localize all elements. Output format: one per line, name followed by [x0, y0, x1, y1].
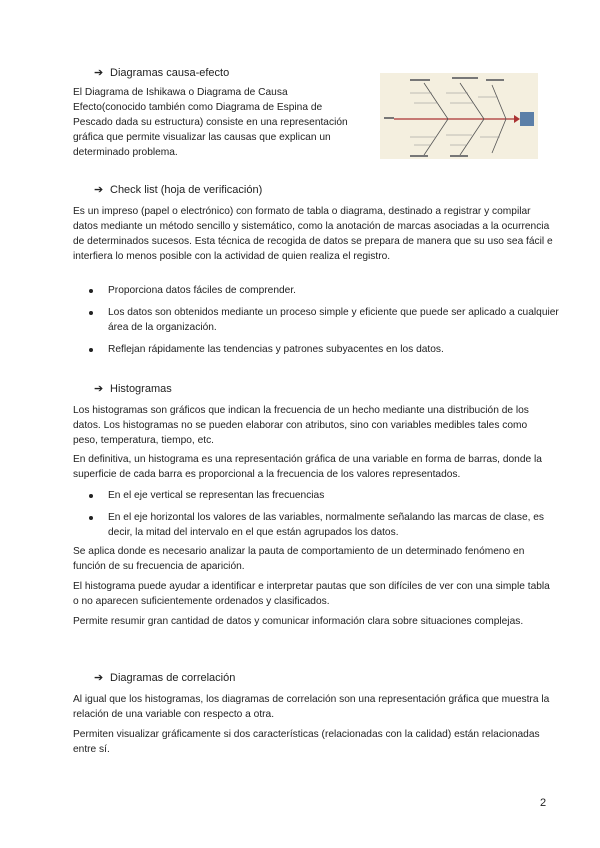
arrow-bullet-icon: ➔ [94, 383, 104, 395]
arrow-bullet-icon: ➔ [94, 67, 104, 79]
bullet-dot-icon [89, 311, 93, 315]
heading-check-list [94, 183, 262, 196]
histogramas-paragraph-3: Se aplica donde es necesario analizar la pauta de comportamiento de un determinado fenómeno en función de su frecuencia de aparición. [73, 546, 525, 572]
list-item: Reflejan rápidamente las tendencias y patrones subyacentes en los datos. [89, 342, 559, 357]
heading-diagramas-causa-efecto [94, 66, 229, 79]
checklist-paragraph: Es un impreso (papel o electrónico) con formato de tabla o diagrama, destinado a registrar y compilar datos mediante un método sencillo y sistemático, como la anotación de marcas asociadas a la ocurrencia de determinados sucesos. Esta técnica de recogida de datos se prepara de manera que su uso sea fácil e interfiera lo menos posible con la actividad de quien realiza el registro. [73, 206, 553, 262]
histogramas-paragraph-5: Permite resumir gran cantidad de datos y comunicar información clara sobre situaciones complejas. [73, 616, 524, 627]
bullet-dot-icon [89, 289, 93, 293]
histogramas-paragraph-4: El histograma puede ayudar a identificar e interpretar pautas que son difíciles de ver con una simple tabla o no aparecen suficientemente ordenados y clasificados. [73, 581, 550, 607]
arrow-bullet-icon: ➔ [94, 672, 104, 684]
list-item: En el eje horizontal los valores de las variables, normalmente señalando las marcas de clase, es decir, la mitad del intervalo en el que están agrupados los datos. [89, 510, 559, 540]
bullet-dot-icon [89, 494, 93, 498]
ishikawa-paragraph: El Diagrama de Ishikawa o Diagrama de Causa Efecto(conocido también como Diagrama de Espina de Pescado dada su estructura) consiste en una representación gráfica que permite visualizar las causas que explican un determinado problema. [73, 87, 348, 158]
heading-text: Diagramas de correlación [110, 671, 236, 684]
page-number: 2 [540, 797, 547, 809]
heading-histogramas [94, 382, 172, 395]
list-item: En el eje vertical se representan las frecuencias [89, 488, 559, 503]
bullet-dot-icon [89, 348, 93, 352]
correlacion-paragraph-2: Permiten visualizar gráficamente si dos características (relacionadas con la calidad) están relacionadas entre sí. [73, 729, 540, 755]
arrow-bullet-icon: ➔ [94, 184, 104, 196]
bullet-dot-icon [89, 516, 93, 520]
heading-text: Check list (hoja de verificación) [110, 183, 263, 196]
list-item: Proporciona datos fáciles de comprender. [89, 283, 559, 298]
list-item: Los datos son obtenidos mediante un proceso simple y eficiente que puede ser aplicado a cualquier área de la organización. [89, 305, 559, 335]
correlacion-paragraph-1: Al igual que los histogramas, los diagramas de correlación son una representación gráfica que muestra la relación de una variable con respecto a otra. [73, 694, 550, 720]
heading-text: Histogramas [110, 382, 172, 395]
fishbone-diagram-image [380, 73, 538, 159]
histogramas-bullet-list [89, 488, 559, 547]
heading-diagramas-de-correlacion [94, 671, 235, 684]
histogramas-paragraph-1: Los histogramas son gráficos que indican la frecuencia de un hecho mediante una distribución de los datos. Los histogramas no se pueden elaborar con atributos, sino con variables medibles tales como peso, temperatura, tiempo, etc. [73, 405, 529, 446]
checklist-bullet-list [89, 283, 559, 364]
heading-text: Diagramas causa-efecto [110, 66, 230, 79]
histogramas-paragraph-2: En definitiva, un histograma es una representación gráfica de una variable en forma de barras, donde la superficie de cada barra es proporcional a la frecuencia de los valores representados. [73, 454, 542, 480]
